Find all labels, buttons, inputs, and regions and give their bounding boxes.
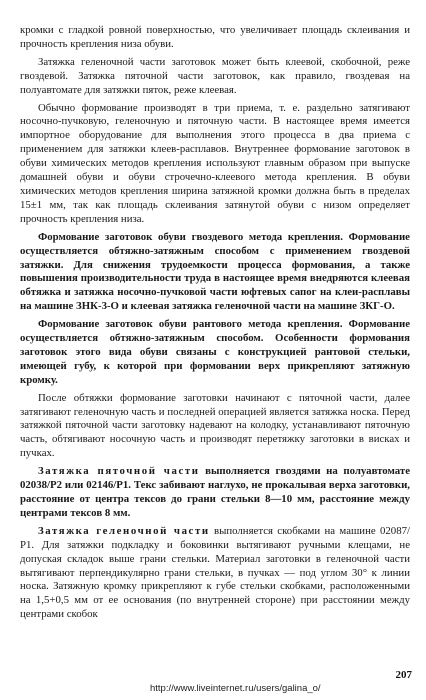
paragraph-forming-stages: Обычно формование производят в три приема, т. е. раздельно затягивают носочно-пучковую, геленочную и пяточную части. В настоящее время имеется импортное оборудование для выполнения этого процесса в два приема с применением для затяжки клеев-расплавов. Внутреннее формование заготовок в обуви химических методов крепления используют главным образом при выпуске домашней обуви и обуви строчечно-клеевого метода крепления. В обуви химических методов крепления ширина затяжной кромки должна быть в пределах 15±1 мм, так как площадь склеивания затянутой обуви с низом определяет прочность крепления низа. [20, 101, 410, 225]
nailed-method-text: Формование осуществляется обтяжно-затяжным способом с применением гвоздевой затяжки. Для снижения трудоемкости процесса формования, а также повышения производительности труда в настоящее время внедряются клеевая обтяжка и затяжка носочно-пучковой части юфтевых сапог на клеи-расплавы на машине ЗНК-3-О и клеевая затяжка геленочной части на машине ЗКГ-О. [20, 230, 410, 313]
paragraph-nailed-method [20, 231, 410, 314]
watermark-url: http://www.liveinternet.ru/users/galina_o/ [150, 683, 321, 694]
shank-lasting-text: выполняется скобками на машине 02087/Р1. Для затяжки подкладку и боковинки вытягивают ручными клещами, не допуская складок выше грани стельки. Материал заготовки в геленочной части вытягивают перпендикулярно грани стельки, в пучках — под углом 30° к линии носка. Затяжную кромку прикрепляют к губе стельки скобками, расположенными на 1,5+0,5 мм от ее основания (по внутренней стороне) при расстоянии между центрами скобок [20, 524, 410, 621]
nailed-method-heading: Формование заготовок обуви гвоздевого метода крепления. [38, 230, 343, 243]
shank-lasting-heading: Затяжка геленочной части [38, 524, 210, 537]
paragraph-shank-lasting [20, 525, 410, 622]
document-page [20, 24, 410, 626]
paragraph-welted-method [20, 318, 410, 388]
paragraph-continuation: кромки с гладкой ровной поверхностью, что увеличивает площадь склеивания и прочность крепления низа обуви. [20, 24, 410, 50]
page-number: 207 [395, 669, 412, 681]
welted-method-heading: Формование заготовок обуви рантового метода крепления. [38, 318, 343, 331]
heel-lasting-text: выполняется гвоздями на полуавтомате 02038/Р2 или 02146/Р1. Текс забивают наглухо, не прокалывая верха заготовки, расстояние от центра тексов до грани стельки 8—10 мм, расстояние между центрами тексов 8 мм. [20, 465, 410, 519]
paragraph-waist-lasting: Затяжка геленочной части заготовок может быть клеевой, скобочной, реже гвоздевой. Затяжка пяточной части заготовок, как правило, гвоздевая на полуавтомате для затяжки пяток, реже клеевая. [20, 55, 410, 96]
welted-method-text: Формование осуществляется обтяжно-затяжным способом. Особенности формования заготовок этого вида обуви связаны с конструкцией рантовой стельки, имеющей губу, к которой при формовании верх прикрепляют затяжную кромку. [20, 318, 410, 386]
paragraph-after-wrapping: После обтяжки формование заготовки начинают с пяточной части, далее затягивают геленочную часть и последней операцией является затяжка носка. Перед затяжкой пяточной части заготовку надевают на колодку, устанавливают пяточную часть, обтягивают носочную часть и производят перетяжку заготовки в висках и пучках. [20, 391, 410, 460]
heel-lasting-heading: Затяжка пяточной части [38, 465, 200, 478]
paragraph-heel-lasting [20, 465, 410, 521]
